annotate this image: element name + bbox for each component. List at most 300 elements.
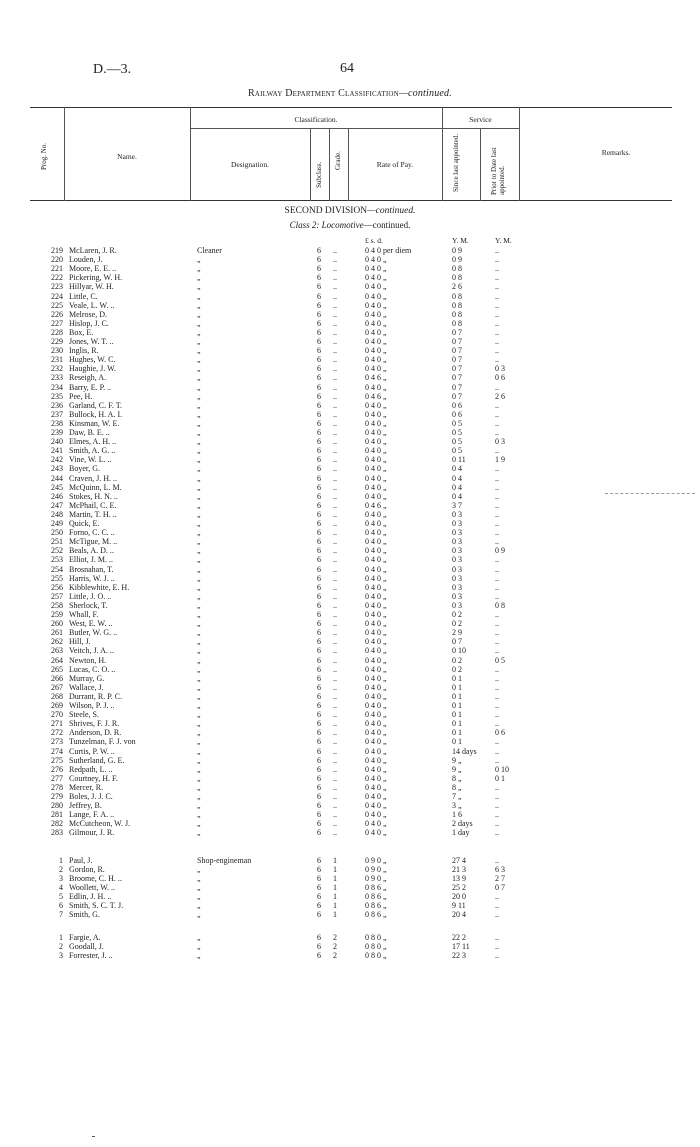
cell-name: Gilmour, J. R. [69,828,115,838]
cell-grade: .. [333,782,337,792]
cell-designation: „ [197,473,201,483]
cell-rate-of-pay: 0 4 0 „ [365,810,387,820]
header-rate-of-pay: Rate of Pay. [376,160,414,169]
cell-service-since: 0 1 [452,737,462,747]
cell-subclass: 6 [317,327,321,337]
cell-subclass: 6 [317,619,321,629]
cell-designation: „ [197,437,201,447]
cell-service-prior: 0 6 [495,728,505,738]
cell-name: Jeffrey, B. [69,801,102,811]
cell-name: Harris, W. J. .. [69,573,115,583]
cell-rate-of-pay: 0 4 0 „ [365,273,387,283]
cell-service-prior: .. [495,519,499,528]
cell-name: Pickering, W. H. [69,273,123,283]
cell-service-prior: .. [495,400,499,410]
cell-name: Garland, C. F. T. [69,400,123,410]
cell-rate-of-pay: 0 4 0 „ [365,528,387,538]
cell-service-since: 0 3 [452,564,462,574]
cell-name: Moore, E. E. .. [69,264,117,274]
cell-name: Butler, W. G. .. [69,628,118,638]
cell-subclass: 6 [317,391,321,401]
cell-rate-of-pay: 0 4 0 per diem [365,246,412,255]
cell-service-prior: .. [495,810,499,820]
cell-name: Quick, E. [69,519,100,528]
cell-service-since: 0 2 [452,655,462,665]
cell-designation: „ [197,691,201,701]
cell-grade: 1 [333,873,337,883]
cell-service-prior: .. [495,446,499,456]
cell-service-prior: .. [495,255,499,265]
cell-service-prior: .. [495,337,499,346]
cell-service-since: 2 9 [452,628,462,638]
cell-service-since: 3 7 [452,500,462,510]
cell-name: Broome, C. H. .. [69,873,122,883]
cell-rate-of-pay: 0 4 0 „ [365,682,387,692]
cell-rate-of-pay: 0 8 6 „ [365,910,387,920]
cell-subclass: 6 [317,464,321,474]
cell-subclass: 6 [317,364,321,374]
cell-grade: .. [333,537,337,547]
cell-prog-no: 249 [51,519,63,528]
cell-prog-no: 226 [51,309,63,319]
cell-prog-no: 231 [51,355,63,365]
cell-prog-no: 263 [51,646,63,656]
cell-service-prior: .. [495,646,499,656]
cell-service-since: 0 3 [452,591,462,601]
cell-prog-no: 267 [51,682,63,692]
cell-grade: .. [333,755,337,765]
cell-grade: 1 [333,864,337,874]
cell-subclass: 6 [317,728,321,738]
cell-subclass: 6 [317,810,321,820]
cell-service-prior: .. [495,801,499,811]
cell-name: Veale, L. W. .. [69,300,115,310]
cell-service-prior: .. [495,746,499,756]
cell-subclass: 6 [317,546,321,556]
cell-grade: 2 [333,942,337,952]
cell-designation: „ [197,418,201,428]
cell-service-since: 0 7 [452,355,462,365]
title-suffix: —continued. [398,88,452,99]
cell-prog-no: 253 [51,555,63,565]
cell-grade: .. [333,600,337,610]
table-row [0,828,700,838]
cell-subclass: 6 [317,710,321,720]
cell-grade: 1 [333,855,337,865]
cell-rate-of-pay: 0 4 0 „ [365,610,387,619]
cell-designation: „ [197,464,201,474]
cell-name: Brosnahan, T. [69,564,114,574]
cell-subclass: 6 [317,891,321,901]
cell-grade: .. [333,646,337,656]
cell-rate-of-pay: 0 9 0 „ [365,855,387,865]
cell-prog-no: 275 [51,755,63,765]
cell-subclass: 6 [317,264,321,274]
cell-service-prior: .. [495,951,499,961]
cell-name: Lucas, C. O. .. [69,664,116,674]
cell-name: Tunzelman, F. J. von [69,737,136,747]
cell-prog-no: 274 [51,746,63,756]
cell-prog-no: 229 [51,337,63,346]
cell-service-prior: .. [495,891,499,901]
cell-grade: .. [333,364,337,374]
cell-service-prior: .. [495,855,499,865]
cell-designation: „ [197,737,201,747]
cell-service-since: 7 „ [452,792,462,801]
cell-designation: „ [197,491,201,501]
cell-service-since: 0 1 [452,691,462,701]
cell-prog-no: 258 [51,600,63,610]
cell-rate-of-pay: 0 4 0 „ [365,428,387,437]
cell-designation: „ [197,300,201,310]
cell-service-since: 1 day [452,828,470,838]
cell-name: Shrives, F. J. R. [69,719,120,729]
cell-service-since: 0 5 [452,446,462,456]
cell-subclass: 6 [317,628,321,638]
cell-designation: „ [197,710,201,720]
cell-designation: „ [197,864,201,874]
cell-subclass: 6 [317,864,321,874]
cell-prog-no: 281 [51,810,63,820]
cell-designation: „ [197,728,201,738]
cell-prog-no: 219 [51,246,63,255]
cell-grade: .. [333,792,337,801]
cell-prog-no: 251 [51,537,63,547]
cell-service-prior: .. [495,710,499,720]
cell-prog-no: 279 [51,792,63,801]
cell-designation: „ [197,282,201,292]
cell-designation: „ [197,591,201,601]
cell-designation: „ [197,933,201,943]
cell-rate-of-pay: 0 4 0 „ [365,337,387,346]
cell-subclass: 6 [317,792,321,801]
cell-subclass: 6 [317,355,321,365]
cell-grade: .. [333,710,337,720]
division-suffix: —continued. [367,206,416,216]
cell-subclass: 6 [317,933,321,943]
cell-rate-of-pay: 0 8 6 „ [365,901,387,910]
cell-prog-no: 277 [51,773,63,783]
cell-prog-no: 242 [51,455,63,465]
prior-units: Y. M. [495,236,512,245]
cell-rate-of-pay: 0 4 0 „ [365,473,387,483]
cell-service-since: 0 10 [452,646,466,656]
cell-name: Barry, E. P. .. [69,382,112,392]
cell-rate-of-pay: 0 4 0 „ [365,710,387,720]
cell-service-prior: .. [495,418,499,428]
cell-rate-of-pay: 0 4 0 „ [365,728,387,738]
cell-prog-no: 250 [51,528,63,538]
cell-service-prior: 0 6 [495,373,505,383]
cell-prog-no: 269 [51,701,63,710]
cell-designation: „ [197,628,201,638]
cell-name: Daw, B. E. .. [69,428,110,437]
cell-designation: „ [197,409,201,419]
cell-service-since: 0 3 [452,600,462,610]
cell-rate-of-pay: 0 4 0 „ [365,564,387,574]
cell-grade: .. [333,500,337,510]
cell-rate-of-pay: 0 4 0 „ [365,546,387,556]
col-divider [519,107,520,201]
cell-prog-no: 254 [51,564,63,574]
cell-service-prior: .. [495,282,499,292]
cell-name: Courtney, H. F. [69,773,118,783]
cell-designation: „ [197,446,201,456]
cell-prog-no: 270 [51,710,63,720]
cell-name: Durrant, R. P. C. [69,691,123,701]
cell-service-since: 0 3 [452,546,462,556]
cell-service-since: 0 4 [452,491,462,501]
cell-subclass: 6 [317,782,321,792]
cell-subclass: 6 [317,591,321,601]
cell-designation: Cleaner [197,246,222,255]
cell-designation: „ [197,746,201,756]
cell-service-since: 1 6 [452,810,462,820]
cell-subclass: 6 [317,446,321,456]
cell-service-prior: .. [495,555,499,565]
cell-rate-of-pay: 0 4 0 „ [365,464,387,474]
cell-rate-of-pay: 0 4 0 „ [365,619,387,629]
cell-subclass: 6 [317,473,321,483]
cell-subclass: 6 [317,582,321,592]
cell-service-prior: .. [495,273,499,283]
cell-grade: .. [333,291,337,301]
cell-name: Martin, T. H. .. [69,509,117,519]
cell-service-since: 20 0 [452,891,466,901]
cell-service-prior: 2 6 [495,391,505,401]
cell-name: Forrester, J. .. [69,951,113,961]
cell-service-prior: .. [495,464,499,474]
cell-grade: 1 [333,891,337,901]
cell-designation: „ [197,828,201,838]
cell-name: Reseigh, A. [69,373,107,383]
cell-subclass: 6 [317,942,321,952]
cell-designation: „ [197,327,201,337]
cell-service-prior: .. [495,591,499,601]
cell-rate-of-pay: 0 4 0 „ [365,264,387,274]
cell-name: Pee, H. [69,391,93,401]
cell-service-since: 0 7 [452,382,462,392]
cell-subclass: 6 [317,409,321,419]
cell-grade: .. [333,828,337,838]
cell-service-prior: .. [495,573,499,583]
cell-subclass: 6 [317,300,321,310]
cell-designation: „ [197,318,201,328]
cell-grade: .. [333,455,337,465]
cell-designation: „ [197,564,201,574]
cell-subclass: 6 [317,600,321,610]
cell-service-prior: .. [495,382,499,392]
cell-subclass: 6 [317,737,321,747]
cell-prog-no: 6 [59,901,63,910]
cell-subclass: 6 [317,346,321,356]
header-prior-to-date: Prior to Date last appointed. [490,147,506,195]
cell-service-since: 0 1 [452,719,462,729]
cell-prog-no: 230 [51,346,63,356]
cell-name: Beals, A. D. .. [69,546,114,556]
cell-rate-of-pay: 0 4 0 „ [365,255,387,265]
cell-prog-no: 227 [51,318,63,328]
cell-name: Melrose, D. [69,309,107,319]
cell-service-since: 9 11 [452,901,466,910]
cell-name: Craven, J. H. .. [69,473,117,483]
cell-grade: .. [333,773,337,783]
cell-rate-of-pay: 0 8 6 „ [365,891,387,901]
header-classification: Classification. [294,115,338,124]
cell-designation: „ [197,291,201,301]
cell-service-since: 0 2 [452,619,462,629]
cell-designation: „ [197,664,201,674]
cell-grade: .. [333,309,337,319]
class-label: Class 2: Locomotive [289,220,364,230]
header-name: Name. [117,152,137,161]
cell-prog-no: 238 [51,418,63,428]
cell-name: Stokes, H. N. .. [69,491,118,501]
cell-rate-of-pay: 0 4 0 „ [365,637,387,647]
cell-service-prior: .. [495,300,499,310]
cell-rate-of-pay: 0 4 0 „ [365,346,387,356]
cell-prog-no: 265 [51,664,63,674]
cell-grade: 1 [333,901,337,910]
cell-subclass: 6 [317,910,321,920]
cell-service-since: 0 7 [452,637,462,647]
cell-service-since: 22 3 [452,951,466,961]
cell-grade: .. [333,801,337,811]
cell-service-since: 0 5 [452,428,462,437]
cell-rate-of-pay: 0 4 0 „ [365,282,387,292]
page-number: 64 [340,61,354,76]
cell-name: Veitch, J. A. .. [69,646,114,656]
cell-subclass: 6 [317,528,321,538]
cell-designation: „ [197,873,201,883]
cell-prog-no: 5 [59,891,63,901]
cell-service-prior: .. [495,792,499,801]
cell-subclass: 6 [317,555,321,565]
cell-subclass: 6 [317,873,321,883]
cell-service-since: 0 7 [452,391,462,401]
cell-rate-of-pay: 0 4 0 „ [365,300,387,310]
cell-name: Gordon, R. [69,864,105,874]
cell-rate-of-pay: 0 4 0 „ [365,673,387,683]
cell-designation: „ [197,428,201,437]
cell-designation: „ [197,337,201,346]
cell-subclass: 6 [317,337,321,346]
cell-subclass: 6 [317,373,321,383]
cell-designation: „ [197,546,201,556]
cell-prog-no: 234 [51,382,63,392]
cell-grade: .. [333,255,337,265]
cell-service-since: 8 „ [452,782,462,792]
cell-rate-of-pay: 0 4 0 „ [365,309,387,319]
cell-rate-of-pay: 0 9 0 „ [365,864,387,874]
cell-subclass: 6 [317,764,321,774]
cell-subclass: 6 [317,673,321,683]
cell-prog-no: 244 [51,473,63,483]
cell-name: Hill, J. [69,637,91,647]
cell-prog-no: 232 [51,364,63,374]
cell-designation: Shop-engineman [197,855,252,865]
cell-designation: „ [197,364,201,374]
cell-rate-of-pay: 0 4 0 „ [365,755,387,765]
header-top-rule [30,107,672,108]
document-reference: D.—3. [93,62,132,77]
cell-grade: .. [333,655,337,665]
cell-prog-no: 1 [59,933,63,943]
cell-service-prior: .. [495,409,499,419]
cell-name: Hughes, W. C. [69,355,116,365]
cell-rate-of-pay: 0 8 0 „ [365,942,387,952]
cell-service-since: 0 2 [452,664,462,674]
cell-rate-of-pay: 0 4 0 „ [365,746,387,756]
cell-service-prior: .. [495,537,499,547]
cell-service-since: 8 „ [452,773,462,783]
cell-rate-of-pay: 0 4 6 „ [365,500,387,510]
cell-name: Smith, G. [69,910,100,920]
cell-service-prior: .. [495,828,499,838]
cell-grade: .. [333,737,337,747]
cell-designation: „ [197,610,201,619]
cell-name: McPhail, C. E. [69,500,117,510]
cell-rate-of-pay: 0 8 0 „ [365,951,387,961]
cell-service-since: 2 days [452,819,473,829]
cell-prog-no: 262 [51,637,63,647]
cell-name: Little, C. [69,291,98,301]
cell-rate-of-pay: 0 4 0 „ [365,355,387,365]
cell-service-since: 0 8 [452,309,462,319]
cell-subclass: 6 [317,255,321,265]
cell-subclass: 6 [317,655,321,665]
cell-designation: „ [197,355,201,365]
cell-rate-of-pay: 0 4 0 „ [365,509,387,519]
cell-prog-no: 243 [51,464,63,474]
header-service: Service [469,115,492,124]
cell-rate-of-pay: 0 4 0 „ [365,318,387,328]
cell-subclass: 6 [317,246,321,255]
cell-rate-of-pay: 0 4 0 „ [365,719,387,729]
cell-grade: .. [333,691,337,701]
cell-service-since: 22 2 [452,933,466,943]
cell-rate-of-pay: 0 4 0 „ [365,573,387,583]
cell-rate-of-pay: 0 4 0 „ [365,646,387,656]
page-title [0,88,700,99]
cell-service-prior: .. [495,819,499,829]
cell-service-prior: .. [495,291,499,301]
cell-prog-no: 228 [51,327,63,337]
cell-name: Inglis, R. [69,346,99,356]
table-row [0,910,700,920]
cell-grade: .. [333,391,337,401]
cell-service-prior: .. [495,682,499,692]
cell-rate-of-pay: 0 4 0 „ [365,437,387,447]
cell-designation: „ [197,773,201,783]
cell-service-prior: .. [495,355,499,365]
cell-designation: „ [197,346,201,356]
cell-grade: .. [333,719,337,729]
cell-name: Redpath, L. .. [69,764,113,774]
cell-grade: .. [333,810,337,820]
cell-subclass: 6 [317,719,321,729]
cell-service-prior: .. [495,737,499,747]
cell-grade: .. [333,746,337,756]
header-designation: Designation. [230,160,270,169]
cell-service-since: 0 7 [452,327,462,337]
cell-prog-no: 260 [51,619,63,629]
cell-prog-no: 221 [51,264,63,274]
cell-service-prior: .. [495,473,499,483]
cell-grade: .. [333,282,337,292]
cell-rate-of-pay: 0 4 0 „ [365,446,387,456]
cell-name: Whall, F. [69,610,99,619]
